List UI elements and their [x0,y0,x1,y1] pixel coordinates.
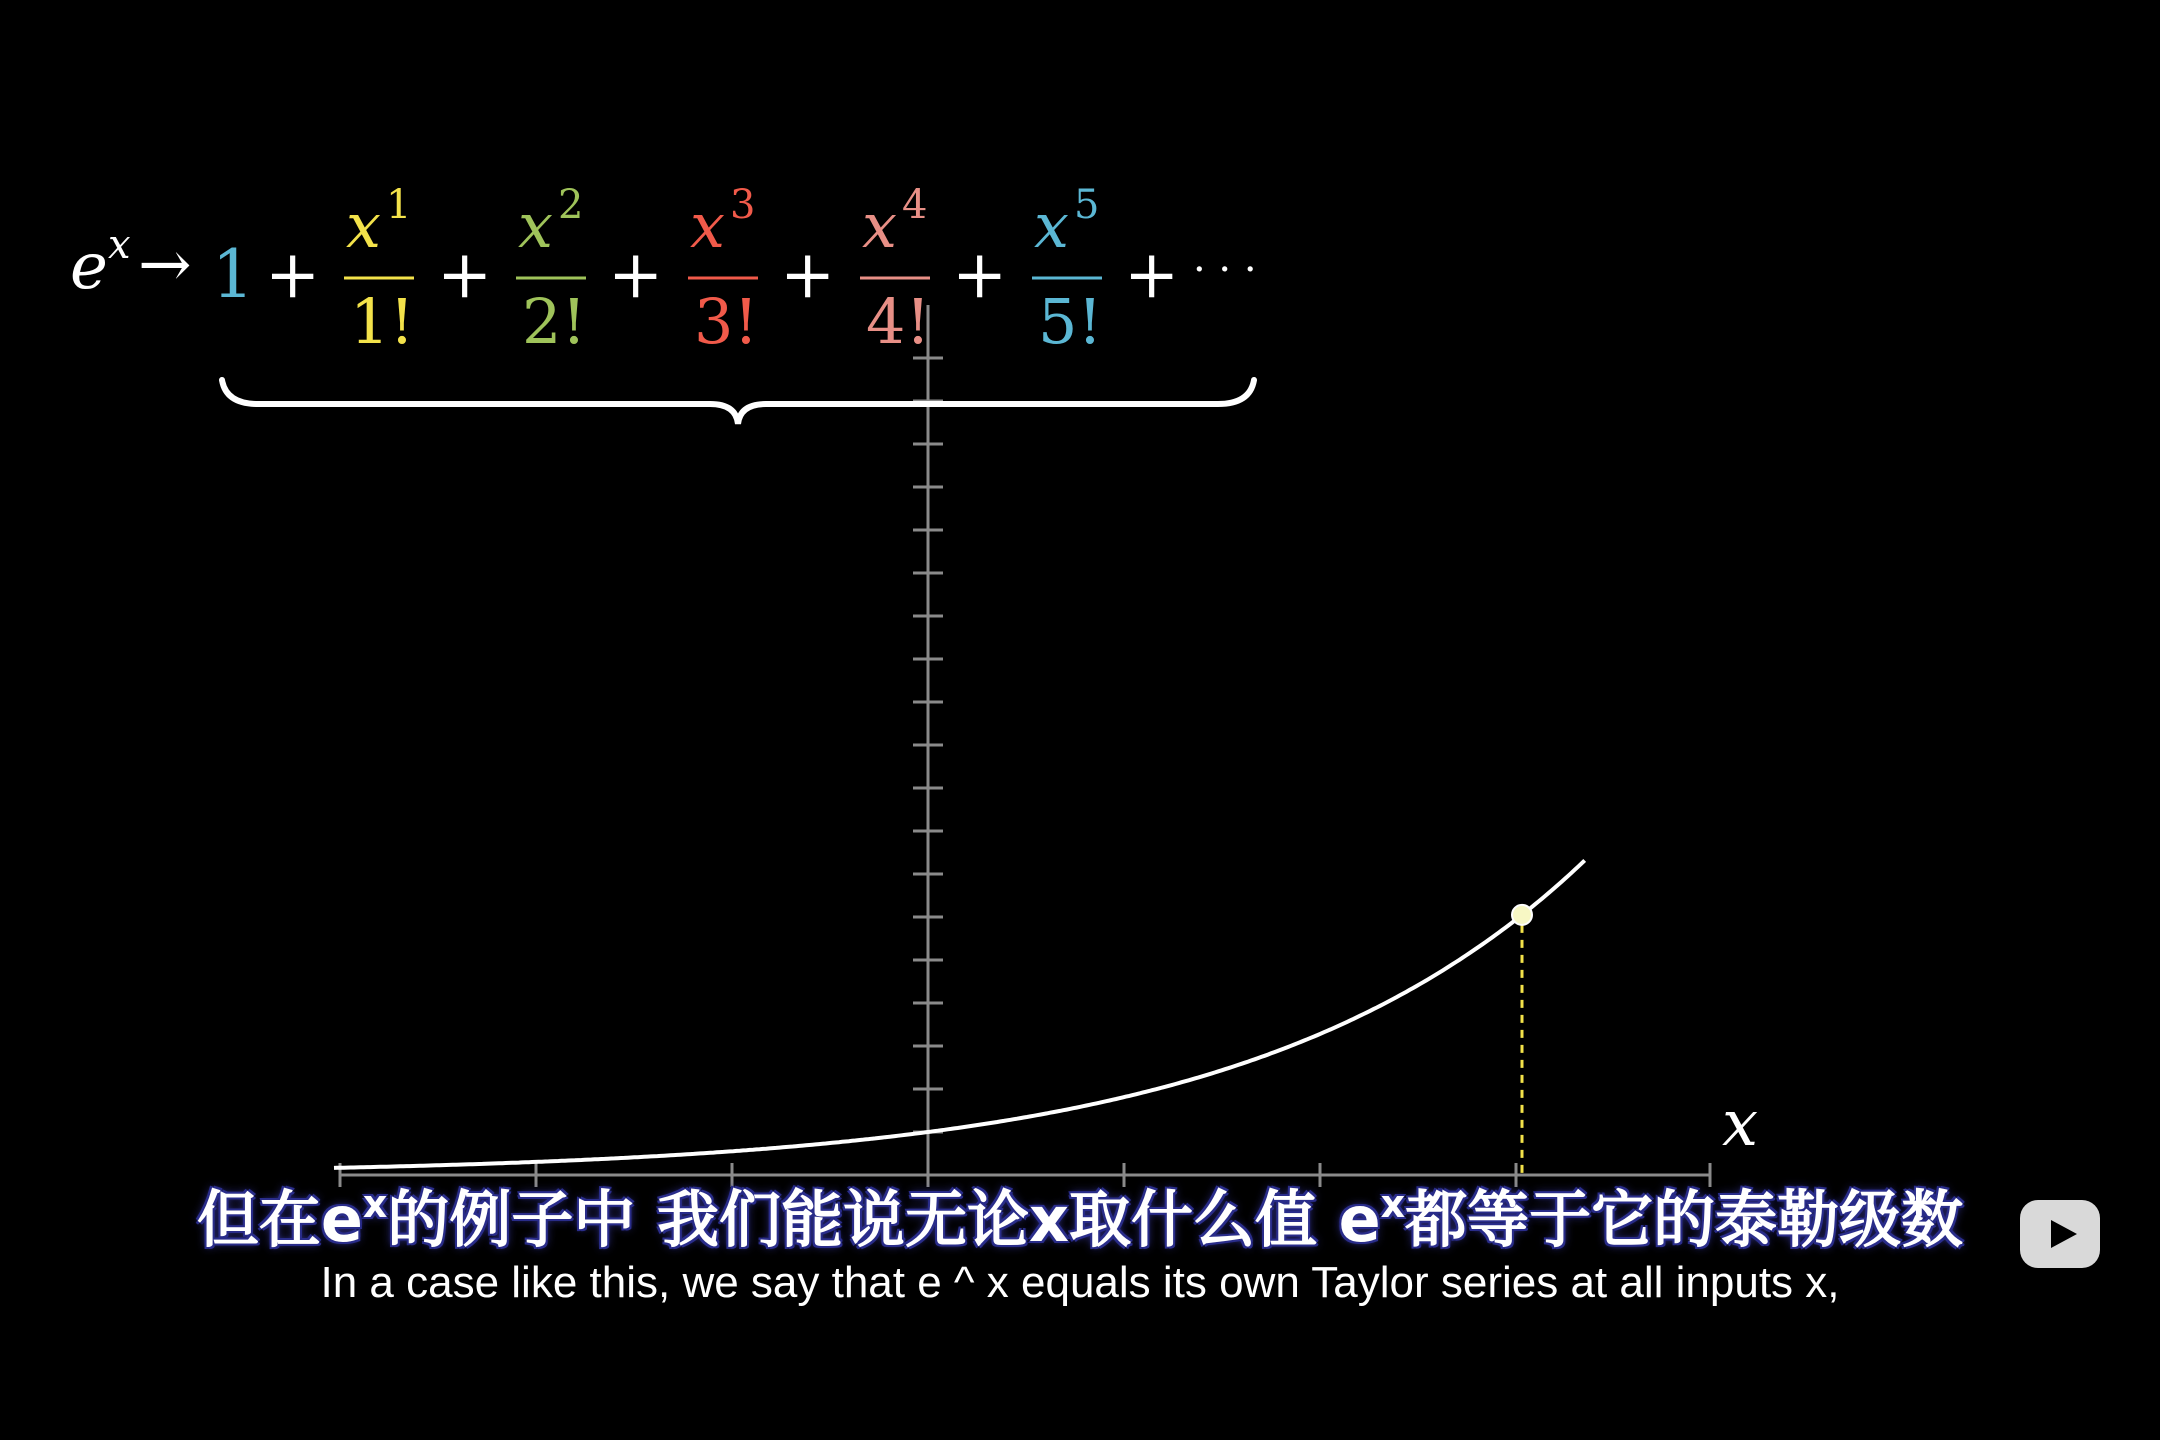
taylor-formula [70,182,1257,358]
term-denominator: 1! [350,285,415,358]
subtitle-cn-sup1: x [362,1182,388,1226]
term-numerator: x [690,189,725,262]
subtitle-cn-part3: 都等于它的泰勒级数 [1405,1183,1964,1256]
formula-term-2 [516,182,586,358]
term-denominator: 5! [1038,285,1103,358]
formula-ellipsis: · · · [1193,247,1257,293]
formula-term-1 [344,182,414,358]
curve-marker-dot [1512,905,1532,925]
curly-brace [222,380,1254,424]
term-denominator: 2! [522,285,587,358]
subtitle-cn-part2: 的例子中 我们能说无论x取什么值 e [387,1183,1381,1256]
formula-term-3 [688,182,758,358]
english-subtitle: In a case like this, we say that e ^ x equals its own Taylor series at all inputs x, [320,1258,1840,1307]
exp-curve [334,860,1585,1168]
term-exponent: 5 [1074,182,1100,228]
chinese-subtitle [0,1170,2160,1259]
formula-term-4 [860,182,930,358]
subtitle-cn-sup2: x [1380,1182,1406,1226]
formula-lhs-base: e [70,230,108,304]
formula-plus: + [265,236,321,313]
term-exponent: 4 [902,182,928,228]
formula-plus: + [952,236,1008,313]
formula-term-5 [1032,182,1102,358]
term-exponent: 3 [730,182,756,228]
term-numerator: x [518,189,553,262]
term-exponent: 2 [558,182,584,228]
term-exponent: 1 [386,182,412,228]
formula-plus: + [608,236,664,313]
formula-lhs-exp: x [108,222,131,268]
formula-constant: 1 [212,236,254,313]
video-logo-icon[interactable] [2020,1200,2100,1268]
formula-plus: + [780,236,836,313]
term-denominator: 3! [694,285,759,358]
term-numerator: x [1034,189,1069,262]
term-numerator: x [346,189,381,262]
y-axis [913,305,943,1175]
formula-plus: + [437,236,493,313]
term-numerator: x [862,189,897,262]
term-denominator: 4! [866,285,931,358]
formula-plus: + [1124,236,1180,313]
x-axis-label: x [1722,1087,1759,1161]
subtitle-cn-part1: 但在e [196,1183,363,1256]
formula-arrow: → [138,228,192,302]
